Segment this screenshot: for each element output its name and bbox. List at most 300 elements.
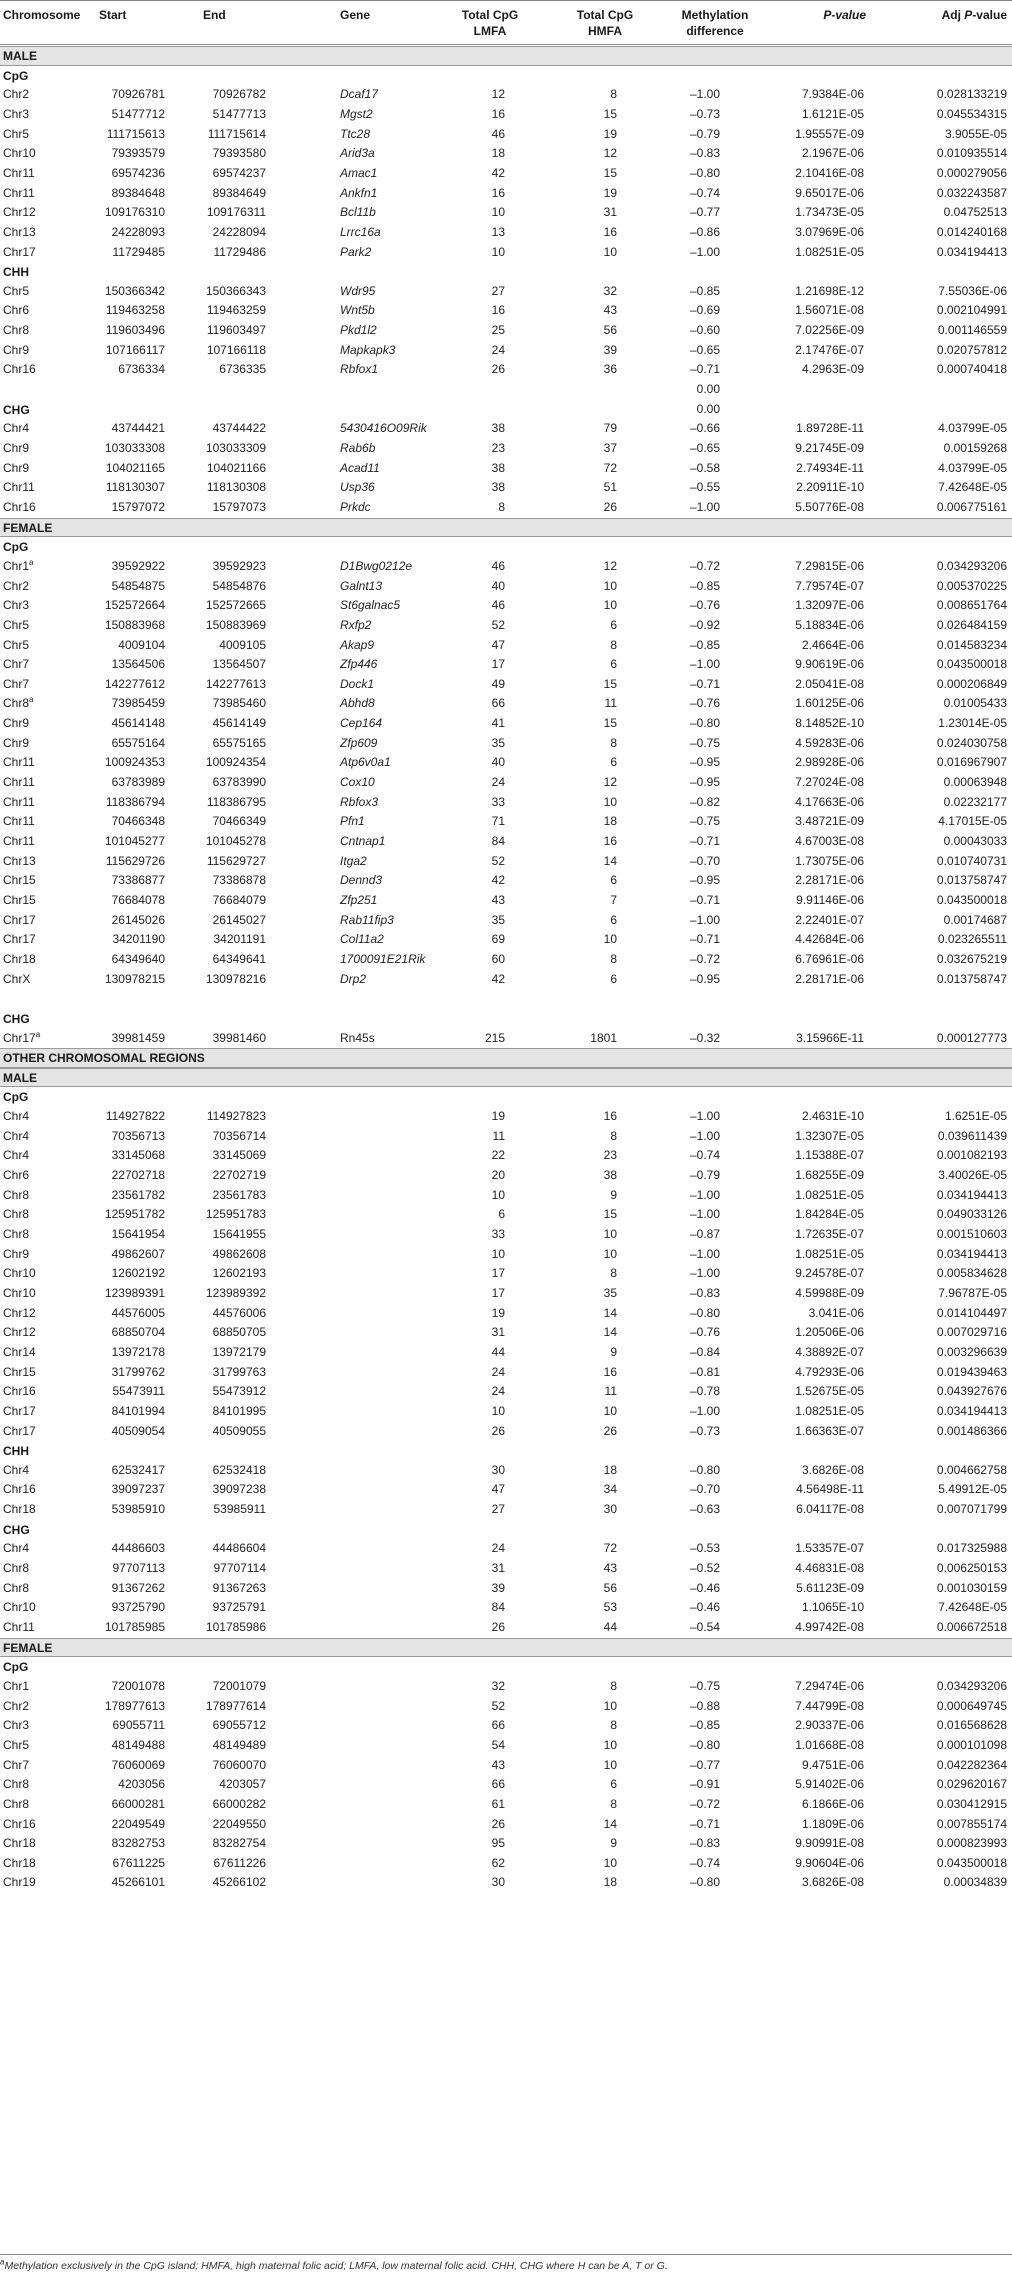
table-row	[0, 773, 1012, 793]
cell-chromosome: Chr4	[3, 1128, 30, 1143]
cell-adj-p-value: 0.001030159	[936, 1580, 1007, 1595]
cell-hmfa: 11	[604, 1384, 617, 1399]
table-row	[0, 636, 1012, 656]
cell-methylation-difference: –0.53	[689, 1541, 720, 1556]
table-row	[0, 950, 1012, 970]
cell-lmfa: 69	[491, 932, 505, 947]
cell-end: 55473912	[212, 1384, 266, 1399]
cell-hmfa: 9	[610, 1344, 617, 1359]
cell-end: 73386878	[212, 873, 266, 888]
cell-adj-p-value: 0.019439463	[936, 1364, 1007, 1379]
cell-methylation-difference: –0.95	[689, 755, 720, 770]
table-row	[0, 1245, 1012, 1265]
table-row	[0, 714, 1012, 734]
cell-start: 123989391	[104, 1285, 165, 1300]
cell-chromosome: Chr2	[3, 87, 30, 102]
cell-methylation-difference: –0.79	[689, 126, 720, 141]
cell-chromosome: Chr13	[3, 853, 36, 868]
cell-hmfa: 39	[603, 342, 617, 357]
cell-p-value: 4.42684E-06	[795, 932, 864, 947]
table-row	[0, 793, 1012, 813]
cell-chromosome: Chr2	[3, 1698, 30, 1713]
cell-methylation-difference: –1.00	[689, 657, 720, 672]
table-row	[0, 105, 1012, 125]
cell-start: 62532417	[111, 1462, 165, 1477]
cell-end: 39981460	[212, 1030, 266, 1045]
cell-start: 69055711	[112, 1718, 165, 1733]
cell-end: 44576006	[212, 1305, 266, 1320]
cell-adj-p-value: 0.000740418	[936, 362, 1007, 377]
cell-adj-p-value: 0.026484159	[936, 617, 1007, 632]
cell-chromosome: Chr8	[3, 1227, 30, 1241]
cell-hmfa: 10	[603, 244, 617, 259]
cell-lmfa: 43	[491, 892, 505, 907]
cell-adj-p-value: 0.002104991	[936, 303, 1007, 318]
context-subheader	[0, 1657, 1012, 1677]
cell-start: 119603496	[105, 323, 165, 338]
header-start: Start	[99, 8, 127, 22]
table-row	[0, 1461, 1012, 1481]
cell-start: 26145026	[111, 912, 165, 927]
cell-hmfa: 38	[603, 1168, 617, 1183]
cell-hmfa: 9	[610, 1187, 617, 1202]
cell-hmfa: 12	[603, 775, 617, 790]
cell-chromosome: Chr4	[3, 1541, 30, 1556]
cell-p-value: 1.08251E-05	[795, 1246, 864, 1261]
cell-lmfa: 30	[491, 1875, 505, 1890]
cell-lmfa: 19	[491, 1109, 505, 1124]
cell-lmfa: 49	[491, 676, 505, 691]
cell-methylation-difference: –0.85	[689, 578, 720, 593]
table-row	[0, 1854, 1012, 1874]
cell-lmfa: 35	[491, 912, 505, 927]
context-label: CpG	[3, 540, 29, 555]
cell-start: 69574236	[111, 165, 165, 180]
cell-end: 83282754	[212, 1836, 266, 1851]
cell-methylation-difference: –0.55	[689, 480, 720, 495]
cell-lmfa: 41	[491, 716, 505, 731]
cell-chromosome: Chr12	[3, 205, 36, 220]
cell-methylation-difference: –0.76	[689, 696, 720, 711]
cell-adj-p-value: 0.039611439	[937, 1128, 1007, 1143]
island-footnote-marker: a	[35, 1029, 41, 1039]
cell-lmfa: 66	[491, 696, 505, 711]
cell-adj-p-value: 0.010740731	[936, 853, 1007, 868]
cell-start: 119463258	[105, 303, 165, 318]
cell-gene: Rn45s	[340, 1030, 375, 1045]
context-subheader	[0, 262, 1012, 282]
cell-p-value: 5.61123E-09	[796, 1580, 864, 1595]
cell-methylation-difference: 0.00	[696, 401, 720, 416]
cell-lmfa: 10	[491, 244, 505, 259]
cell-methylation-difference: –0.71	[689, 362, 720, 377]
cell-start: 142277612	[104, 676, 165, 691]
cell-p-value: 1.73075E-06	[795, 853, 864, 868]
cell-hmfa: 56	[603, 1580, 617, 1595]
cell-lmfa: 26	[491, 1816, 505, 1831]
cell-chromosome: Chr2	[3, 578, 30, 593]
cell-lmfa: 38	[491, 460, 505, 475]
cell-methylation-difference: –1.00	[689, 1109, 720, 1124]
table-row	[0, 439, 1012, 459]
cell-lmfa: 8	[498, 499, 505, 514]
cell-p-value: 2.98928E-06	[795, 755, 864, 770]
cell-hmfa: 10	[603, 932, 617, 947]
table-row	[0, 852, 1012, 872]
cell-methylation-difference: –0.95	[689, 873, 720, 888]
cell-adj-p-value: 0.000101098	[936, 1737, 1007, 1752]
table-row	[0, 1834, 1012, 1854]
cell-methylation-difference: –1.00	[689, 1403, 720, 1418]
cell-p-value: 9.90991E-08	[795, 1836, 864, 1851]
cell-hmfa: 10	[603, 1855, 617, 1870]
cell-hmfa: 10	[603, 598, 617, 613]
cell-hmfa: 8	[610, 1128, 617, 1143]
cell-start: 53985910	[111, 1502, 165, 1517]
cell-gene: Rab6b	[340, 441, 376, 455]
cell-hmfa: 8	[610, 1718, 617, 1733]
cell-end: 111715614	[207, 126, 266, 141]
header-p-value	[784, 7, 866, 23]
cell-end: 40509055	[212, 1423, 266, 1438]
cell-p-value: 5.18834E-06	[795, 617, 864, 632]
cell-lmfa: 20	[491, 1168, 505, 1183]
cell-hmfa: 51	[603, 480, 617, 495]
cell-adj-p-value: 0.034194413	[936, 244, 1007, 259]
island-footnote-marker: a	[29, 695, 34, 705]
section-band	[0, 1638, 1012, 1658]
table-row	[0, 85, 1012, 105]
cell-lmfa: 66	[491, 1718, 505, 1733]
cell-p-value: 9.91146E-06	[796, 892, 864, 907]
cell-chromosome: Chr16	[3, 1816, 36, 1831]
table-row	[0, 1795, 1012, 1815]
cell-lmfa: 46	[491, 558, 505, 573]
cell-lmfa: 17	[491, 1285, 505, 1300]
cell-methylation-difference: –0.71	[689, 892, 720, 907]
cell-methylation-difference: –0.86	[689, 224, 720, 239]
cell-end: 73985460	[212, 696, 266, 711]
cell-methylation-difference: –0.80	[689, 1737, 720, 1752]
cell-hmfa: 6	[610, 617, 617, 632]
cell-hmfa: 31	[603, 205, 617, 220]
cell-start: 11729485	[112, 244, 165, 259]
cell-start: 109176310	[104, 205, 165, 220]
cell-p-value: 1.32097E-06	[795, 598, 864, 613]
chromosome-text: Chr17	[3, 1030, 36, 1045]
cell-end: 91367263	[212, 1580, 266, 1595]
cell-hmfa: 12	[603, 558, 617, 573]
cell-chromosome: Chr17	[3, 244, 36, 259]
cell-gene: Cntnap1	[340, 834, 386, 848]
table-row	[0, 1284, 1012, 1304]
cell-methylation-difference: –0.72	[689, 1796, 720, 1811]
cell-methylation-difference: –1.00	[689, 1266, 720, 1281]
cell-chromosome: Chr10	[3, 146, 36, 161]
cell-methylation-difference: –1.00	[689, 87, 720, 102]
cell-adj-p-value: 3.40026E-05	[938, 1168, 1007, 1183]
context-subheader	[0, 537, 1012, 557]
cell-p-value: 1.6121E-05	[801, 106, 864, 121]
table-row	[0, 203, 1012, 223]
cell-adj-p-value: 0.007855174	[936, 1816, 1007, 1831]
table-row	[0, 1539, 1012, 1559]
cell-start: 44576005	[111, 1305, 165, 1320]
cell-end: 150883969	[205, 617, 266, 632]
cell-lmfa: 25	[491, 323, 505, 338]
table-row	[0, 616, 1012, 636]
cell-lmfa: 26	[491, 1620, 505, 1634]
section-band	[0, 518, 1012, 538]
cell-end: 115629727	[206, 853, 266, 868]
cell-chromosome: Chr11	[3, 185, 35, 200]
cell-start: 125951782	[104, 1207, 165, 1222]
cell-methylation-difference: –0.69	[689, 303, 720, 318]
cell-methylation-difference: –0.73	[689, 1423, 720, 1438]
cell-adj-p-value: 0.00043033	[943, 834, 1007, 848]
cell-start: 76060069	[111, 1757, 165, 1772]
table-row	[0, 1480, 1012, 1500]
cell-start: 115629726	[105, 853, 165, 868]
cell-gene: Mgst2	[340, 106, 373, 121]
cell-end: 69055712	[212, 1718, 266, 1733]
cell-p-value: 5.91402E-06	[795, 1777, 864, 1792]
table-row	[0, 1815, 1012, 1835]
footnote	[0, 2257, 1012, 2272]
cell-methylation-difference: –0.88	[689, 1698, 720, 1713]
cell-hmfa: 14	[603, 1816, 617, 1831]
cell-hmfa: 8	[610, 1266, 617, 1281]
cell-methylation-difference: –0.74	[689, 1855, 720, 1870]
cell-hmfa: 26	[603, 1423, 617, 1438]
table-row	[0, 675, 1012, 695]
context-label: CpG	[3, 68, 29, 83]
cell-end: 13972179	[212, 1344, 266, 1359]
cell-adj-p-value: 0.042282364	[936, 1757, 1007, 1772]
cell-p-value: 4.59283E-06	[795, 735, 864, 750]
cell-adj-p-value: 0.001146559	[937, 323, 1007, 338]
cell-chromosome: Chr19	[3, 1875, 36, 1890]
cell-end: 70926782	[212, 87, 266, 102]
cell-hmfa: 37	[603, 441, 617, 455]
cell-methylation-difference: –0.80	[689, 165, 720, 180]
cell-gene: Abhd8	[340, 696, 375, 711]
cell-start: 107166117	[105, 342, 165, 357]
cell-end: 53985911	[213, 1502, 266, 1517]
cell-hmfa: 56	[603, 323, 617, 338]
cell-start: 64349640	[111, 951, 165, 966]
cell-gene: Wdr95	[340, 283, 376, 298]
cell-adj-p-value: 0.00174687	[943, 912, 1007, 927]
cell-lmfa: 54	[491, 1737, 505, 1752]
cell-end: 4203057	[219, 1777, 266, 1792]
cell-start: 91367262	[111, 1580, 165, 1595]
cell-adj-p-value: 0.032243587	[936, 185, 1007, 200]
cell-gene: Pkd1l2	[340, 323, 377, 338]
cell-hmfa: 23	[603, 1148, 617, 1163]
table-row	[0, 164, 1012, 184]
cell-p-value: 2.22401E-07	[795, 912, 864, 927]
section-label: MALE	[3, 1070, 37, 1085]
cell-chromosome: Chr3	[3, 106, 30, 121]
cell-lmfa: 26	[491, 362, 505, 377]
header-lmfa-line1: Total CpG	[461, 8, 519, 22]
cell-end: 33145069	[212, 1148, 266, 1163]
cell-adj-p-value: 0.024030758	[936, 735, 1007, 750]
cell-methylation-difference: –0.85	[689, 283, 720, 298]
table-row	[0, 1166, 1012, 1186]
cell-methylation-difference: –0.91	[689, 1777, 720, 1792]
cell-hmfa: 6	[610, 755, 617, 770]
cell-p-value: 6.76961E-06	[795, 951, 864, 966]
cell-hmfa: 15	[603, 676, 617, 691]
cell-lmfa: 95	[491, 1836, 505, 1851]
cell-adj-p-value: 0.003296639	[936, 1344, 1007, 1359]
cell-adj-p-value: 0.043500018	[936, 657, 1007, 672]
cell-p-value: 1.1065E-10	[801, 1600, 864, 1615]
cell-chromosome	[3, 694, 33, 713]
table-row	[0, 1697, 1012, 1717]
cell-p-value: 2.05041E-08	[795, 676, 864, 691]
cell-start: 150366342	[104, 283, 165, 298]
cell-methylation-difference: –0.80	[689, 1462, 720, 1477]
header-p-value-text: P-value	[823, 8, 866, 22]
cell-methylation-difference: –0.81	[689, 1364, 720, 1379]
table-row	[0, 1716, 1012, 1736]
cell-adj-p-value: 0.030412915	[936, 1796, 1007, 1811]
cell-hmfa: 12	[603, 146, 617, 161]
cell-chromosome: Chr7	[3, 657, 30, 672]
cell-methylation-difference: –0.71	[689, 932, 720, 947]
cell-start: 51477712	[111, 106, 165, 121]
table-row	[0, 970, 1012, 990]
cell-hmfa: 36	[603, 362, 617, 377]
cell-gene: Bcl11b	[340, 205, 376, 220]
cell-end: 26145027	[212, 912, 266, 927]
context-label: CHG	[3, 402, 30, 417]
row-spacer	[0, 989, 1012, 1009]
cell-p-value: 1.20506E-06	[795, 1325, 864, 1340]
cell-end: 4009105	[219, 637, 266, 652]
cell-hmfa: 8	[610, 735, 617, 750]
cell-p-value: 2.28171E-06	[795, 971, 864, 986]
cell-gene: Atp6v0a1	[340, 755, 391, 770]
cell-lmfa: 62	[491, 1855, 505, 1870]
cell-p-value: 1.73473E-05	[795, 205, 864, 220]
section-band	[0, 46, 1012, 66]
cell-start: 54854875	[111, 578, 165, 593]
cell-hmfa: 11	[604, 696, 617, 711]
context-subheader	[0, 1520, 1012, 1540]
cell-chromosome: Chr15	[3, 1364, 36, 1379]
cell-p-value: 1.53357E-07	[795, 1541, 864, 1556]
cell-methylation-difference: –0.76	[689, 598, 720, 613]
cell-p-value: 1.08251E-05	[795, 1403, 864, 1418]
cell-end: 70466349	[212, 814, 266, 829]
cell-start: 39097237	[111, 1482, 165, 1497]
cell-lmfa: 24	[491, 342, 505, 357]
cell-end: 15641955	[212, 1227, 266, 1241]
cell-chromosome: Chr6	[3, 303, 30, 318]
cell-chromosome: Chr8	[3, 323, 30, 338]
cell-gene: Mapkapk3	[340, 342, 396, 357]
cell-lmfa: 24	[491, 1364, 505, 1379]
cell-p-value: 1.1809E-06	[801, 1816, 864, 1831]
cell-chromosome: Chr17	[3, 912, 36, 927]
cell-chromosome: Chr4	[3, 421, 30, 436]
cell-end: 48149489	[212, 1737, 266, 1752]
cell-chromosome: Chr4	[3, 1109, 30, 1124]
cell-end: 49862608	[212, 1246, 266, 1261]
footnote-rule	[0, 2254, 1012, 2255]
header-hmfa	[563, 7, 647, 39]
cell-lmfa: 38	[491, 421, 505, 436]
header-diff-line2: difference	[686, 24, 744, 38]
context-label: CHH	[3, 1444, 29, 1459]
cell-adj-p-value: 0.017325988	[936, 1541, 1007, 1556]
cell-methylation-difference: –0.83	[689, 146, 720, 161]
cell-lmfa: 10	[491, 205, 505, 220]
header-end: End	[203, 8, 226, 22]
cell-adj-p-value: 0.008651764	[936, 598, 1007, 613]
table-row	[0, 360, 1012, 380]
cell-start: 63783989	[111, 775, 165, 790]
cell-chromosome: Chr14	[3, 1344, 36, 1359]
cell-end: 51477713	[212, 106, 266, 121]
cell-p-value: 7.9384E-06	[801, 87, 864, 102]
table-row	[0, 1029, 1012, 1049]
cell-gene: Ankfn1	[340, 185, 378, 200]
cell-lmfa: 22	[491, 1148, 505, 1163]
cell-adj-p-value: 3.9055E-05	[944, 126, 1007, 141]
cell-lmfa: 35	[491, 735, 505, 750]
cell-hmfa: 1801	[590, 1030, 617, 1045]
cell-methylation-difference: –1.00	[689, 1246, 720, 1261]
cell-chromosome: Chr3	[3, 598, 30, 613]
cell-p-value: 2.28171E-06	[795, 873, 864, 888]
cell-gene: Dcaf17	[340, 87, 379, 102]
cell-start: 178977613	[104, 1698, 165, 1713]
table-row	[0, 734, 1012, 754]
cell-start: 73386877	[111, 873, 165, 888]
cell-chromosome: Chr17	[3, 1423, 36, 1438]
cell-chromosome: Chr11	[3, 775, 35, 790]
cell-start: 70356713	[111, 1128, 165, 1143]
cell-lmfa: 42	[491, 873, 505, 888]
cell-methylation-difference: –0.72	[689, 951, 720, 966]
cell-start: 33145068	[111, 1148, 165, 1163]
cell-gene: D1Bwg0212e	[340, 558, 413, 573]
cell-p-value: 7.27024E-08	[795, 775, 864, 790]
cell-lmfa: 47	[491, 1482, 505, 1497]
cell-lmfa: 31	[491, 1325, 505, 1340]
cell-start: 70926781	[111, 87, 165, 102]
cell-end: 119463259	[206, 303, 266, 318]
cell-hmfa: 72	[603, 1541, 617, 1556]
cell-methylation-difference: –0.83	[689, 1836, 720, 1851]
cell-hmfa: 34	[603, 1482, 617, 1497]
section-label: MALE	[3, 49, 37, 63]
cell-methylation-difference: –0.79	[689, 1168, 720, 1183]
table-row	[0, 832, 1012, 852]
context-label: CHG	[3, 1522, 30, 1537]
cell-p-value: 4.46831E-08	[795, 1561, 864, 1576]
cell-start: 40509054	[111, 1423, 165, 1438]
cell-methylation-difference: –0.77	[689, 205, 720, 220]
cell-end: 178977614	[205, 1698, 266, 1713]
cell-methylation-difference: –0.74	[689, 1148, 720, 1163]
cell-hmfa: 8	[610, 1678, 617, 1693]
